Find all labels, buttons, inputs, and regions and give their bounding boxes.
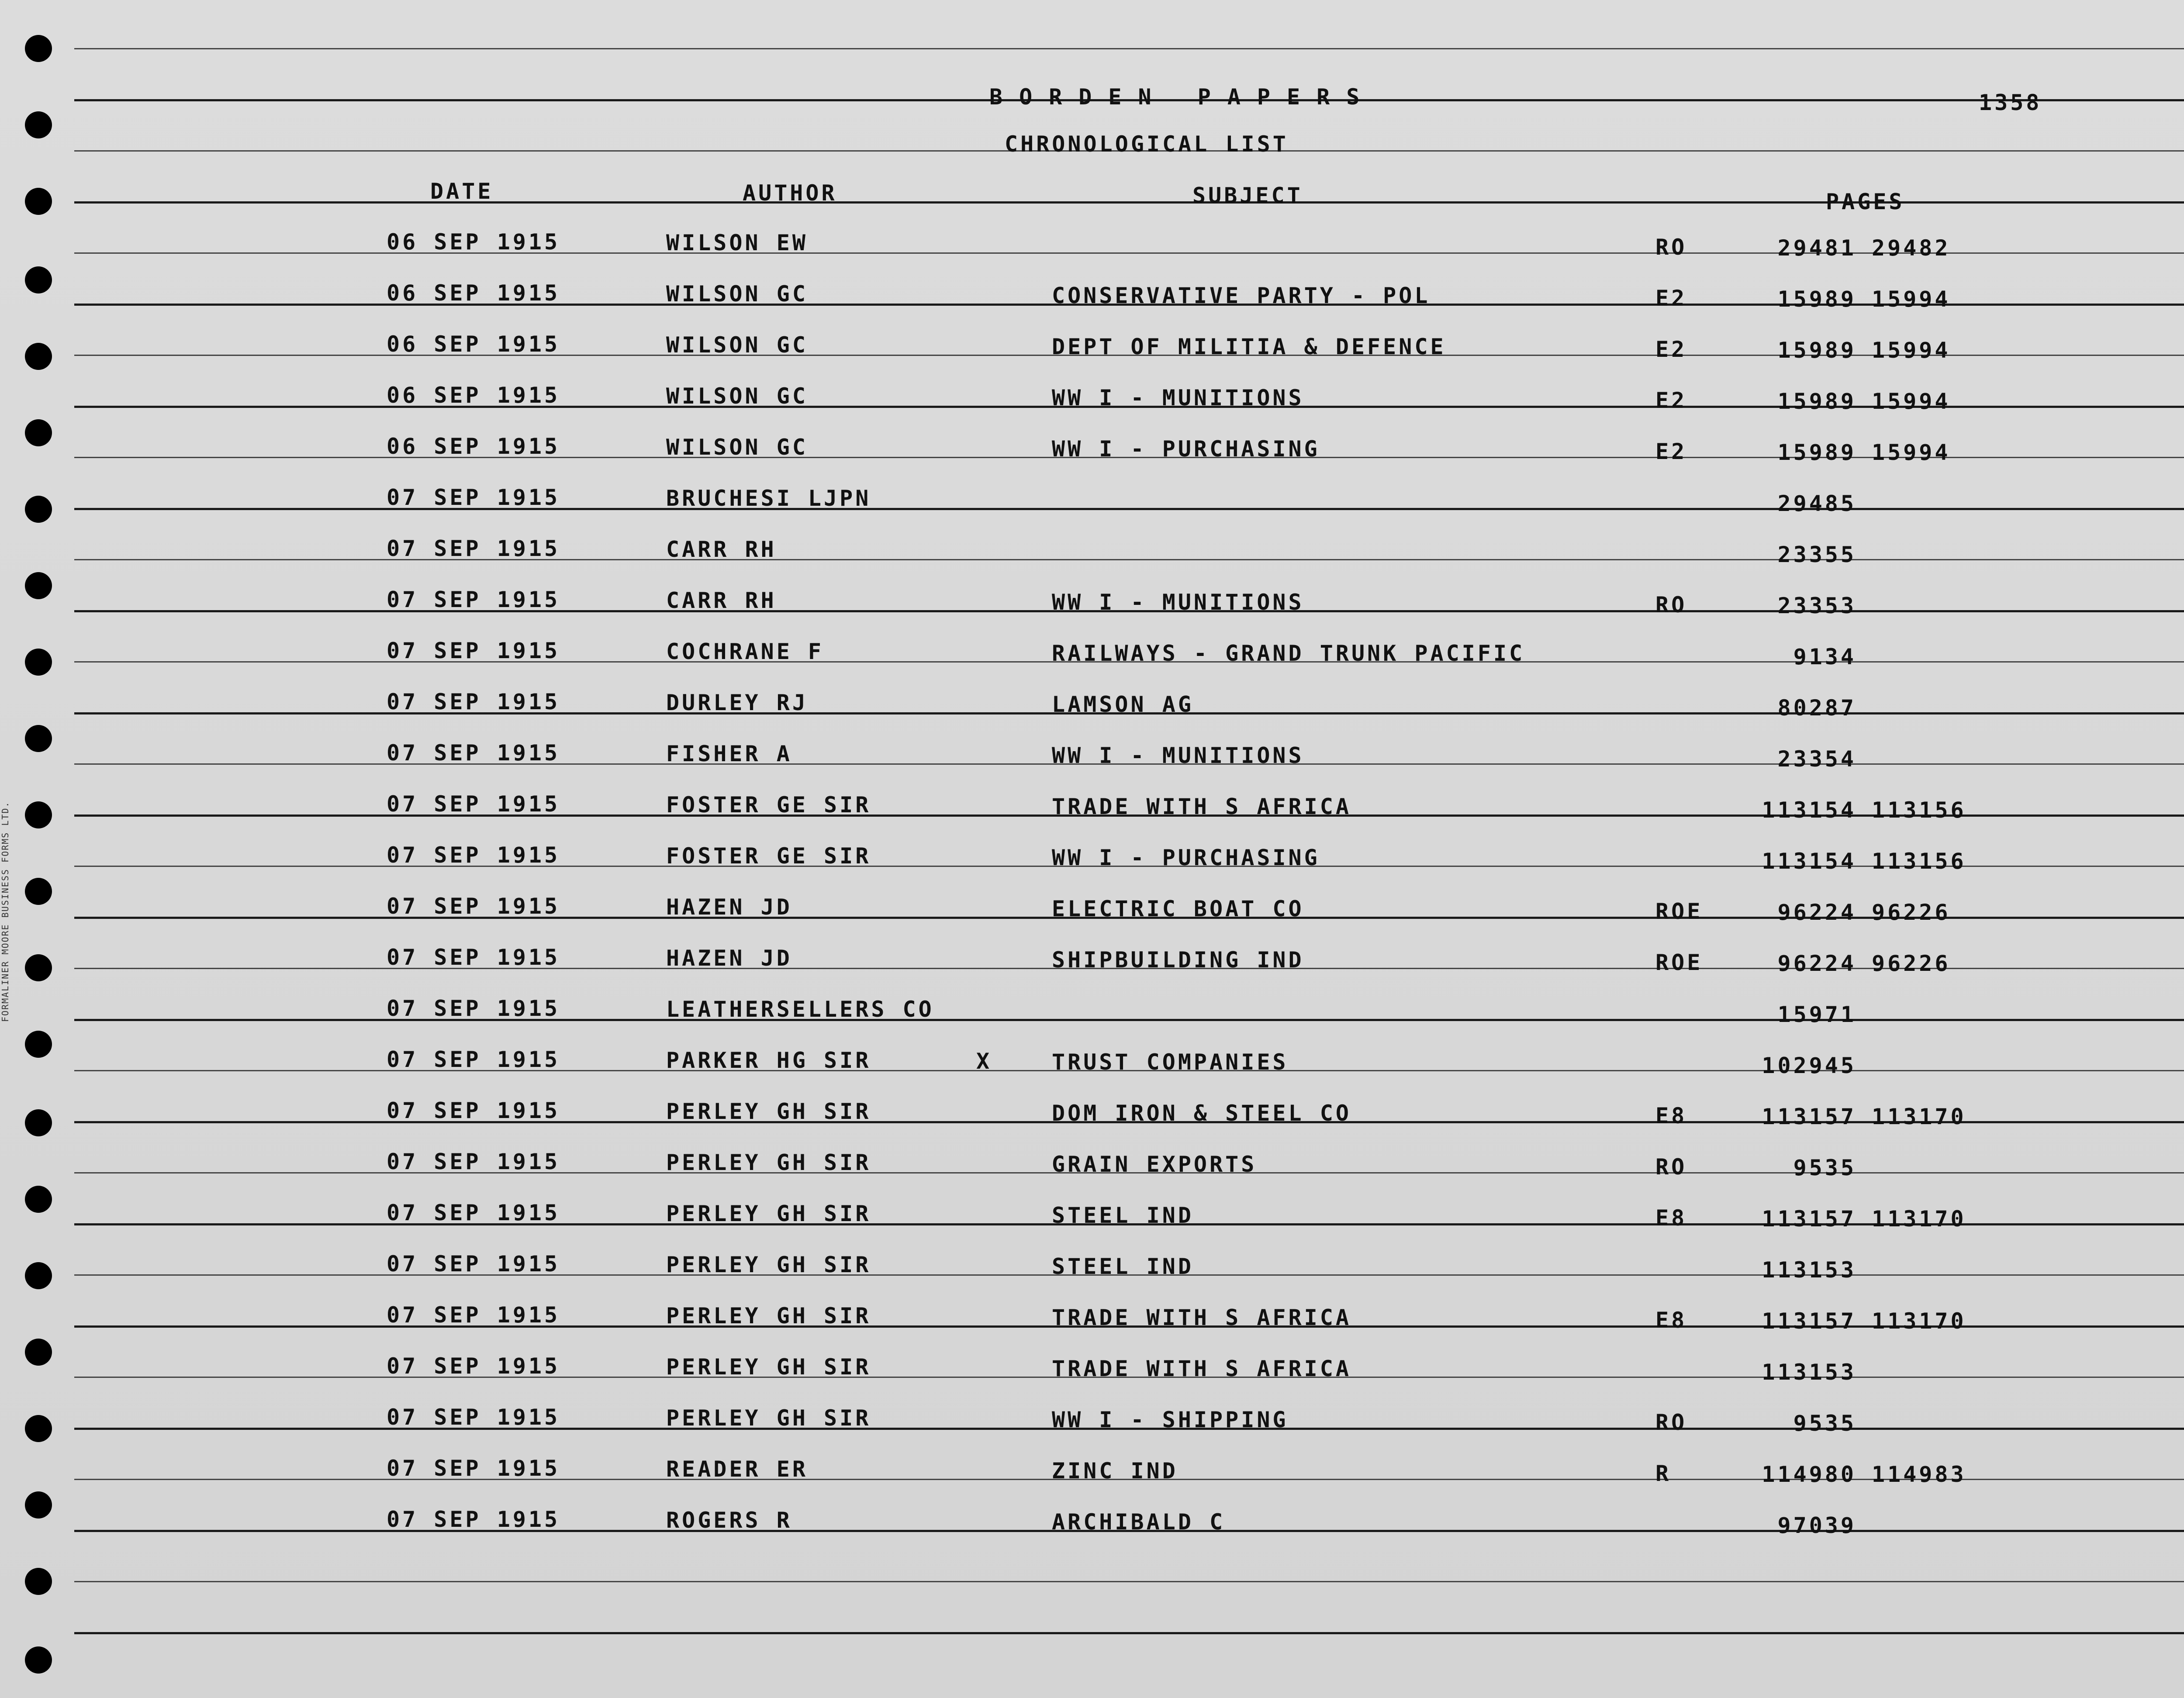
entry-author: FOSTER GE SIR bbox=[666, 792, 871, 818]
entry-page-start: 113154 bbox=[1762, 849, 1856, 874]
entry-author: COCHRANE F bbox=[666, 639, 824, 664]
entry-page-end: 113170 bbox=[1872, 1308, 1966, 1334]
entry-code: E2 bbox=[1655, 286, 1687, 311]
tractor-hole bbox=[25, 1568, 52, 1595]
entry-page-start: 96224 bbox=[1777, 900, 1856, 925]
entry-subject: TRUST COMPANIES bbox=[1052, 1049, 1289, 1075]
entry-date: 07 SEP 1915 bbox=[387, 1200, 560, 1225]
entry-subject: WW I - MUNITIONS bbox=[1052, 743, 1304, 768]
entry-code: RO bbox=[1655, 1154, 1687, 1180]
tractor-hole bbox=[25, 1491, 52, 1519]
entry-page-end: 114983 bbox=[1872, 1462, 1966, 1487]
entry-subject: ZINC IND bbox=[1052, 1458, 1178, 1484]
entry-date: 07 SEP 1915 bbox=[387, 638, 560, 663]
entry-subject: TRADE WITH S AFRICA bbox=[1052, 794, 1351, 819]
tractor-hole bbox=[25, 1339, 52, 1366]
entry-date: 07 SEP 1915 bbox=[387, 945, 560, 970]
tractor-hole bbox=[25, 35, 52, 62]
entry-page-start: 29485 bbox=[1777, 491, 1856, 516]
entry-page-start: 29481 bbox=[1777, 235, 1856, 261]
tractor-hole bbox=[25, 1262, 52, 1289]
entry-author: HAZEN JD bbox=[666, 894, 792, 920]
entry-date: 07 SEP 1915 bbox=[387, 1302, 560, 1328]
entry-date: 07 SEP 1915 bbox=[387, 689, 560, 714]
entry-page-start: 23353 bbox=[1777, 593, 1856, 618]
entry-page-start: 113154 bbox=[1762, 797, 1856, 823]
tractor-hole bbox=[25, 1186, 52, 1213]
entry-author: FISHER A bbox=[666, 741, 792, 766]
entry-date: 07 SEP 1915 bbox=[387, 894, 560, 919]
entry-date: 07 SEP 1915 bbox=[387, 536, 560, 561]
entry-code: R bbox=[1655, 1461, 1672, 1486]
entry-page-end: 113170 bbox=[1872, 1206, 1966, 1232]
tractor-hole bbox=[25, 266, 52, 293]
entry-subject: WW I - MUNITIONS bbox=[1052, 590, 1304, 615]
entry-code: E2 bbox=[1655, 439, 1687, 464]
entry-page-start: 113153 bbox=[1762, 1360, 1856, 1385]
ruled-line bbox=[74, 1581, 2184, 1582]
entry-author: PERLEY GH SIR bbox=[666, 1405, 871, 1431]
tractor-hole bbox=[25, 954, 52, 981]
entry-subject: ELECTRIC BOAT CO bbox=[1052, 896, 1304, 921]
document-subtitle: CHRONOLOGICAL LIST bbox=[1005, 131, 1289, 157]
entry-page-end: 96226 bbox=[1872, 951, 1951, 976]
entry-code: ROE bbox=[1655, 950, 1703, 975]
entry-subject: ARCHIBALD C bbox=[1052, 1509, 1226, 1535]
entry-page-start: 23354 bbox=[1777, 746, 1856, 772]
entry-date: 06 SEP 1915 bbox=[387, 331, 560, 357]
entry-code: E8 bbox=[1655, 1205, 1687, 1231]
entry-subject: CONSERVATIVE PARTY - POL bbox=[1052, 283, 1431, 308]
entry-author: CARR RH bbox=[666, 537, 777, 562]
entry-subject: GRAIN EXPORTS bbox=[1052, 1152, 1257, 1177]
entry-author: PERLEY GH SIR bbox=[666, 1252, 871, 1277]
entry-date: 07 SEP 1915 bbox=[387, 1456, 560, 1481]
entry-date: 06 SEP 1915 bbox=[387, 280, 560, 306]
entry-date: 07 SEP 1915 bbox=[387, 1405, 560, 1430]
column-header-subject: SUBJECT bbox=[1192, 183, 1303, 208]
entry-page-start: 113157 bbox=[1762, 1206, 1856, 1232]
entry-author: WILSON GC bbox=[666, 281, 808, 307]
entry-page-start: 9535 bbox=[1793, 1411, 1856, 1436]
entry-author: READER ER bbox=[666, 1456, 808, 1482]
entry-date: 07 SEP 1915 bbox=[387, 996, 560, 1021]
entry-page-start: 15989 bbox=[1777, 389, 1856, 414]
entry-author: FOSTER GE SIR bbox=[666, 843, 871, 869]
entry-subject: STEEL IND bbox=[1052, 1203, 1194, 1228]
tractor-hole bbox=[25, 1031, 52, 1058]
entry-author: BRUCHESI LJPN bbox=[666, 486, 871, 511]
tractor-hole bbox=[25, 1646, 52, 1674]
entry-code: ROE bbox=[1655, 899, 1703, 924]
entry-code: RO bbox=[1655, 1410, 1687, 1435]
entry-author: CARR RH bbox=[666, 588, 777, 613]
entry-page-start: 102945 bbox=[1762, 1053, 1856, 1078]
entry-author: PERLEY GH SIR bbox=[666, 1354, 871, 1380]
entry-author: ROGERS R bbox=[666, 1508, 792, 1533]
entry-code: E8 bbox=[1655, 1103, 1687, 1129]
entry-subject: LAMSON AG bbox=[1052, 692, 1194, 717]
entry-subject: DEPT OF MILITIA & DEFENCE bbox=[1052, 334, 1446, 359]
entry-date: 07 SEP 1915 bbox=[387, 587, 560, 612]
entry-page-start: 97039 bbox=[1777, 1513, 1856, 1538]
entry-date: 07 SEP 1915 bbox=[387, 1098, 560, 1123]
margin-print: FORMALINER MOORE BUSINESS FORMS LTD. bbox=[0, 801, 10, 1022]
entry-author: PERLEY GH SIR bbox=[666, 1303, 871, 1329]
entry-author: WILSON GC bbox=[666, 383, 808, 409]
tractor-hole bbox=[25, 1109, 52, 1136]
entry-page-start: 9134 bbox=[1793, 644, 1856, 670]
entry-mark: X bbox=[976, 1049, 992, 1074]
ruled-line bbox=[74, 48, 2184, 49]
tractor-hole bbox=[25, 111, 52, 138]
entry-page-start: 113157 bbox=[1762, 1308, 1856, 1334]
entry-page-end: 113156 bbox=[1872, 797, 1966, 823]
entry-page-end: 96226 bbox=[1872, 900, 1951, 925]
entry-date: 07 SEP 1915 bbox=[387, 791, 560, 817]
entry-subject: DOM IRON & STEEL CO bbox=[1052, 1101, 1351, 1126]
tractor-hole bbox=[25, 419, 52, 446]
entry-page-end: 15994 bbox=[1872, 389, 1951, 414]
entry-date: 07 SEP 1915 bbox=[387, 1149, 560, 1174]
tractor-hole bbox=[25, 188, 52, 215]
tractor-hole bbox=[25, 343, 52, 370]
entry-date: 06 SEP 1915 bbox=[387, 383, 560, 408]
entry-page-end: 113170 bbox=[1872, 1104, 1966, 1129]
entry-page-start: 15989 bbox=[1777, 286, 1856, 312]
tractor-hole bbox=[25, 572, 52, 599]
entry-page-start: 9535 bbox=[1793, 1155, 1856, 1180]
entry-subject: WW I - SHIPPING bbox=[1052, 1407, 1289, 1432]
tractor-hole bbox=[25, 649, 52, 676]
entry-date: 06 SEP 1915 bbox=[387, 229, 560, 255]
entry-date: 07 SEP 1915 bbox=[387, 1047, 560, 1072]
entry-page-start: 96224 bbox=[1777, 951, 1856, 976]
entry-page-start: 114980 bbox=[1762, 1462, 1856, 1487]
entry-author: PERLEY GH SIR bbox=[666, 1201, 871, 1226]
entry-author: PARKER HG SIR bbox=[666, 1048, 871, 1073]
ruled-line bbox=[74, 1632, 2184, 1634]
entry-author: PERLEY GH SIR bbox=[666, 1150, 871, 1175]
entry-code: RO bbox=[1655, 235, 1687, 260]
entry-subject: RAILWAYS - GRAND TRUNK PACIFIC bbox=[1052, 641, 1525, 666]
entry-page-start: 15989 bbox=[1777, 338, 1856, 363]
entry-date: 07 SEP 1915 bbox=[387, 842, 560, 868]
column-header-pages: PAGES bbox=[1826, 189, 1905, 214]
tractor-hole bbox=[25, 801, 52, 828]
entry-subject: SHIPBUILDING IND bbox=[1052, 947, 1304, 973]
entry-page-start: 15989 bbox=[1777, 440, 1856, 465]
entry-page-end: 15994 bbox=[1872, 286, 1951, 312]
entry-page-start: 80287 bbox=[1777, 695, 1856, 721]
document-title: BORDEN PAPERS bbox=[989, 84, 1376, 110]
entry-subject: WW I - MUNITIONS bbox=[1052, 385, 1304, 411]
entry-subject: WW I - PURCHASING bbox=[1052, 845, 1320, 870]
entry-page-start: 23355 bbox=[1777, 542, 1856, 567]
entry-date: 07 SEP 1915 bbox=[387, 485, 560, 510]
entry-subject: WW I - PURCHASING bbox=[1052, 436, 1320, 462]
tractor-hole bbox=[25, 496, 52, 523]
entry-date: 07 SEP 1915 bbox=[387, 1507, 560, 1532]
column-header-date: DATE bbox=[430, 179, 494, 204]
entry-subject: STEEL IND bbox=[1052, 1254, 1194, 1279]
entry-code: E8 bbox=[1655, 1308, 1687, 1333]
entry-page-end: 29482 bbox=[1872, 235, 1951, 261]
page-number: 1358 bbox=[1979, 90, 2042, 115]
column-header-author: AUTHOR bbox=[743, 180, 837, 206]
entry-author: LEATHERSELLERS CO bbox=[666, 997, 934, 1022]
entry-author: WILSON EW bbox=[666, 230, 808, 255]
entry-subject: TRADE WITH S AFRICA bbox=[1052, 1305, 1351, 1330]
entry-author: DURLEY RJ bbox=[666, 690, 808, 715]
entry-page-end: 15994 bbox=[1872, 338, 1951, 363]
entry-code: RO bbox=[1655, 592, 1687, 618]
entry-page-start: 113157 bbox=[1762, 1104, 1856, 1129]
entry-code: E2 bbox=[1655, 388, 1687, 413]
tractor-hole bbox=[25, 878, 52, 905]
entry-date: 07 SEP 1915 bbox=[387, 740, 560, 766]
entry-date: 07 SEP 1915 bbox=[387, 1251, 560, 1277]
entry-author: PERLEY GH SIR bbox=[666, 1099, 871, 1124]
entry-date: 06 SEP 1915 bbox=[387, 434, 560, 459]
entry-author: WILSON GC bbox=[666, 435, 808, 460]
entry-page-start: 113153 bbox=[1762, 1257, 1856, 1283]
tractor-hole bbox=[25, 1415, 52, 1442]
tractor-hole bbox=[25, 725, 52, 752]
entry-page-end: 15994 bbox=[1872, 440, 1951, 465]
entry-date: 07 SEP 1915 bbox=[387, 1353, 560, 1379]
entry-subject: TRADE WITH S AFRICA bbox=[1052, 1356, 1351, 1381]
entry-page-start: 15971 bbox=[1777, 1002, 1856, 1027]
entry-page-end: 113156 bbox=[1872, 849, 1966, 874]
entry-code: E2 bbox=[1655, 337, 1687, 362]
entry-author: WILSON GC bbox=[666, 332, 808, 358]
entry-author: HAZEN JD bbox=[666, 946, 792, 971]
